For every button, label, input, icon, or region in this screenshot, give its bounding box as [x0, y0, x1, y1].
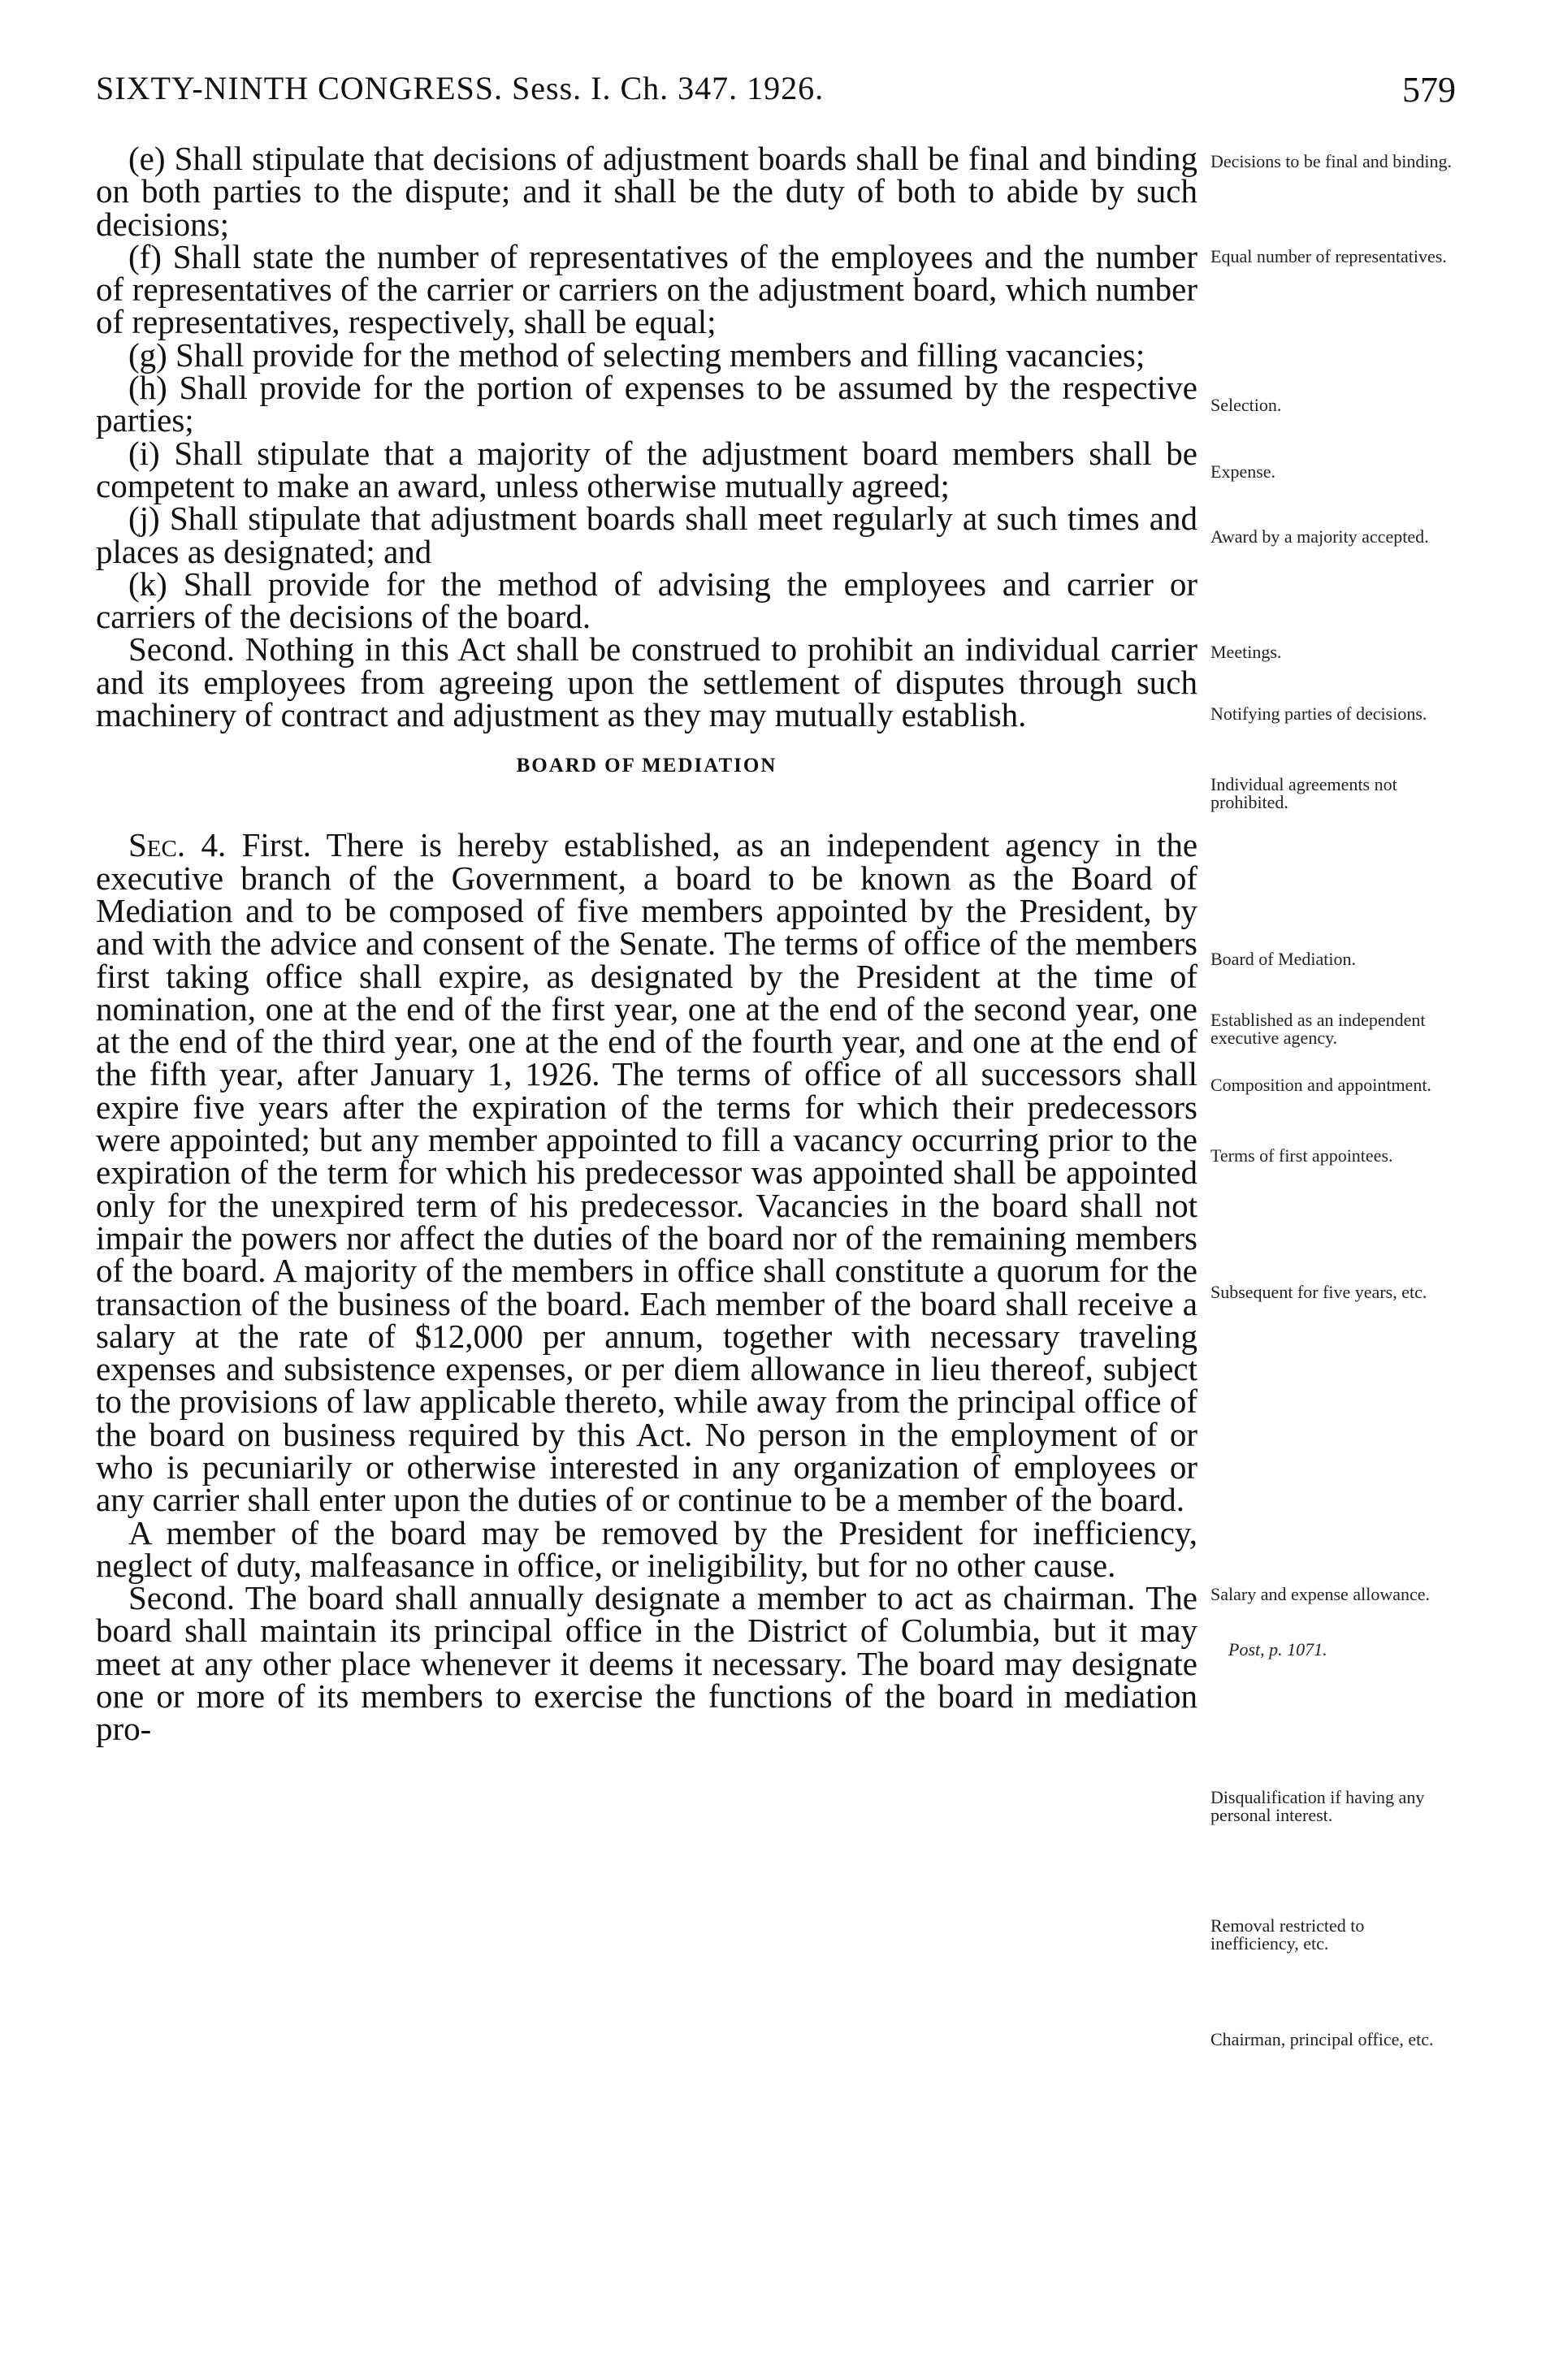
section-4-removal: A member of the board may be removed by the President for inefficiency, neglect of duty, malfeasance in office, or ineligibility, but for no other cause.: [96, 1513, 1197, 1584]
paragraph-f: (f) Shall state the number of representatives of the employees and the number of representatives of the carrier or carriers on the adjustment board, which number of representatives, respectively, shall be equal;: [96, 237, 1197, 341]
main-text-column: [96, 142, 1197, 1746]
paragraph-e: (e) Shall stipulate that decisions of adjustment boards shall be final and binding on both parties to the dispute; and it shall be the duty of both to abide by such decisions;: [96, 140, 1197, 243]
margin-note-meetings: Meetings.: [1210, 642, 1282, 662]
margin-note-award-majority: Award by a majority accepted.: [1210, 526, 1429, 547]
margin-note-post-reference: Post, p. 1071.: [1228, 1639, 1327, 1660]
page-header: [96, 69, 1456, 118]
section-heading: BOARD OF MEDIATION: [516, 755, 777, 777]
paragraph-h: (h) Shall provide for the portion of expenses to be assumed by the respective parties;: [96, 369, 1197, 439]
margin-note-established-agency: Established as an independent executive agency.: [1210, 1010, 1426, 1048]
running-head: SIXTY-NINTH CONGRESS. Sess. I. Ch. 347. 1926.: [96, 70, 825, 106]
section-4-first: [96, 826, 1198, 1519]
page-number: 579: [1402, 70, 1456, 110]
margin-note-terms-first: Terms of first appointees.: [1210, 1145, 1393, 1166]
paragraph-g: (g) Shall provide for the method of selecting members and filling vacancies;: [128, 335, 1145, 374]
paragraph-k: (k) Shall provide for the method of advising the employees and carrier or carriers of the decisions of the board.: [96, 565, 1197, 636]
margin-note-chairman-office: Chairman, principal office, etc.: [1210, 2029, 1434, 2049]
margin-note-removal-restricted: Removal restricted to inefficiency, etc.: [1210, 1915, 1365, 1954]
paragraph-j: (j) Shall stipulate that adjustment boards shall meet regularly at such times and places as designated; and: [96, 500, 1197, 570]
margin-note-expense: Expense.: [1210, 461, 1276, 482]
margin-note-individual-agreements: Individual agreements not prohibited.: [1210, 774, 1397, 812]
margin-note-subsequent-terms: Subsequent for five years, etc.: [1210, 1282, 1427, 1302]
section-4-lead: Sec. 4.: [128, 826, 227, 864]
section-4-first-text: First. There is hereby established, as an independent agency in the executive branch of the Government, a board to be known as the Board of Mediation and to be composed of five members appointed by the President, by and with the advice and consent of the Senate. The terms of office of the members first taking office shall expire, as designated by the President at the time of nomination, one at the end of the first year, one at the end of the second year, one at the end of the third year, one at the end of the fourth year, and one at the end of the fifth year, after January 1, 1926. The terms of office of all successors shall expire five years after the expiration of the terms for which their predecessors were appointed; but any member appointed to fill a vacancy occurring prior to the expiration of the term for which his predecessor was appointed shall be appointed only for the unexpired term of his predecessor. Vacancies in the board shall not impair the powers nor affect the duties of the board nor of the remaining members of the board. A majority of the members in office shall constitute a quorum for the transaction of the business of the board. Each member of the board shall receive a salary at the rate of $12,000 per annum, together with necessary traveling expenses and subsistence expenses, or per diem allowance in lieu thereof, subject to the provisions of law applicable thereto, while away from the principal office of the board on business required by this Act. No person in the employment of or who is pecuniarily or otherwise interested in any organization of employees or any carrier shall enter upon the duties of or continue to be a member of the board.: [96, 826, 1198, 1519]
margin-note-notifying-parties: Notifying parties of decisions.: [1210, 703, 1427, 724]
margin-note-disqualification: Disqualification if having any personal interest.: [1210, 1787, 1425, 1825]
margin-note-selection: Selection.: [1210, 395, 1282, 415]
margin-note-equal-representatives: Equal number of representatives.: [1210, 246, 1447, 266]
margin-note-salary-allowance: Salary and expense allowance.: [1210, 1584, 1430, 1604]
margin-note-board-of-mediation: Board of Mediation.: [1210, 949, 1357, 969]
section-4-second: Second. The board shall annually designate a member to act as chairman. The board shall maintain its principal office in the District of Columbia, but it may meet at any other place whenever it deems it necessary. The board may designate one or more of its members to exercise the functions of the board in mediation pro-: [96, 1579, 1197, 1748]
paragraph-second-nothing: Second. Nothing in this Act shall be construed to prohibit an individual carrier and its employees from agreeing upon the settlement of disputes through such machinery of contract and adjustment as they may mutually establish.: [96, 630, 1197, 734]
margin-note-composition: Composition and appointment.: [1210, 1075, 1431, 1095]
margin-note-decisions-final: Decisions to be final and binding.: [1210, 151, 1452, 171]
paragraph-i: (i) Shall stipulate that a majority of the adjustment board members shall be competent to make an award, unless otherwise mutually agreed;: [96, 434, 1197, 504]
